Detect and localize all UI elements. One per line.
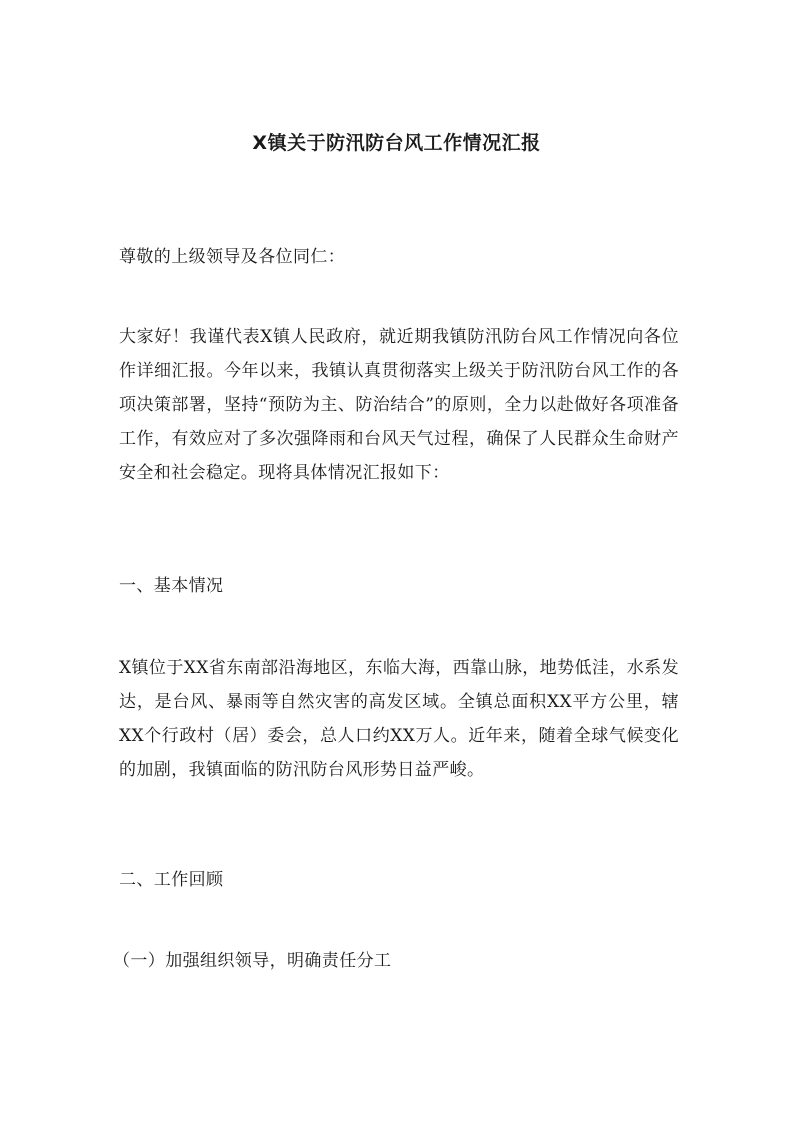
subsection-heading-leadership: （一）加强组织领导，明确责任分工 xyxy=(113,951,392,971)
greeting-paragraph: 尊敬的上级领导及各位同仁： xyxy=(119,247,346,267)
document-title: X镇关于防汛防台风工作情况汇报 xyxy=(252,132,541,154)
basic-situation-paragraph: X镇位于XX省东南部沿海地区，东临大海，西靠山脉，地势低洼，水系发达，是台风、暴雨等自然灾害的高发区域。全镇总面积XX平方公里，辖XX个行政村（居）委会，总人口约XX万人。近年来，随着全球气候变化的加剧，我镇面临的防汛防台风形势日益严峻。 xyxy=(119,658,679,780)
intro-paragraph: 大家好！我谨代表X镇人民政府，就近期我镇防汛防台风工作情况向各位作详细汇报。今年以来，我镇认真贯彻落实上级关于防汛防台风工作的各项决策部署，坚持“预防为主、防治结合”的原则，全力以赴做好各项准备工作，有效应对了多次强降雨和台风天气过程，确保了人民群众生命财产安全和社会稳定。现将具体情况汇报如下： xyxy=(119,327,679,483)
section-heading-work-review: 二、工作回顾 xyxy=(119,870,224,890)
section-heading-basic-situation: 一、基本情况 xyxy=(119,576,224,596)
